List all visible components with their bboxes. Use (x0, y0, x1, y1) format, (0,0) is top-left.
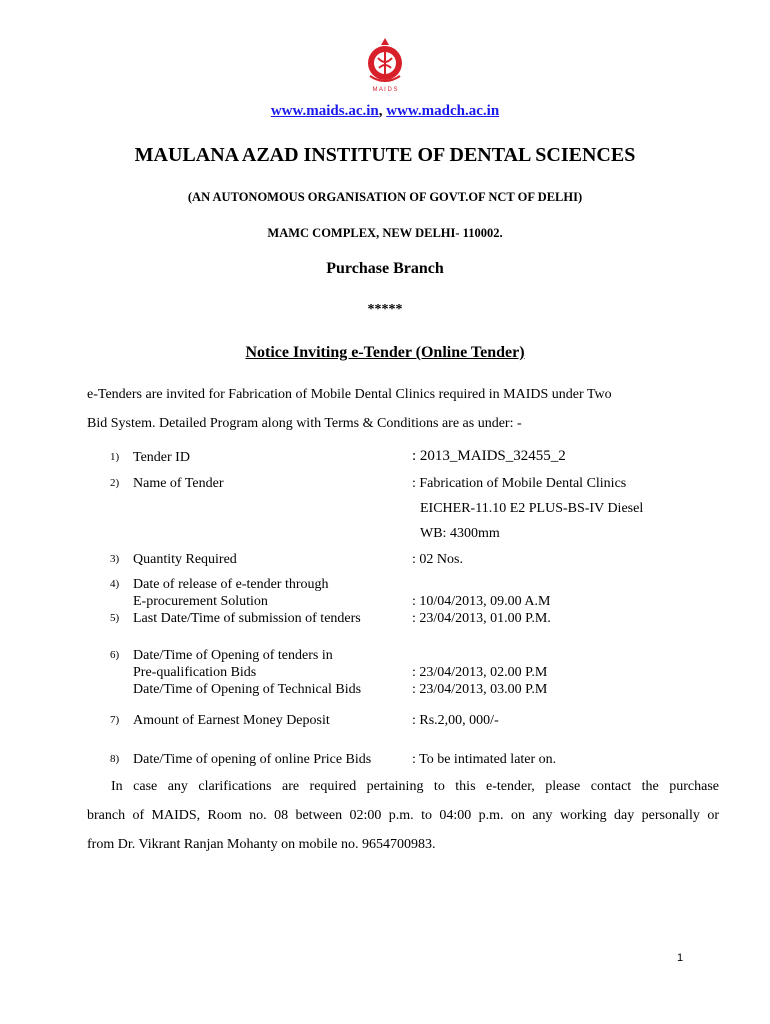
address: MAMC COMPLEX, NEW DELHI- 110002. (267, 226, 503, 240)
organisation-subtitle: (AN AUTONOMOUS ORGANISATION OF GOVT.OF NCT OF DELHI) (187, 190, 583, 204)
item-label: Last Date/Time of submission of tenders (133, 611, 361, 626)
intro-line: Bid System. Detailed Program along with Terms & Conditions are as under: - (87, 416, 522, 431)
intro-paragraph (87, 380, 719, 438)
item-label: Date of release of e-tender through (133, 577, 329, 592)
item-label: Date/Time of opening of online Price Bids (133, 752, 372, 767)
closing-line: branch of MAIDS, Room no. 08 between 02:00 p.m. to 04:00 p.m. on any working day personally or (87, 808, 719, 823)
item-value: : 2013_MAIDS_32455_2 (412, 448, 566, 464)
item-label: Date/Time of Opening of tenders in (133, 648, 333, 663)
item-value: : Fabrication of Mobile Dental Clinics (412, 476, 627, 491)
branch-name: Purchase Branch (326, 260, 444, 277)
intro-line: e-Tenders are invited for Fabrication of Mobile Dental Clinics required in MAIDS under Two (87, 387, 612, 402)
notice-title: Notice Inviting e-Tender (Online Tender) (245, 344, 525, 361)
item-number: 6) (110, 649, 120, 661)
item-number: 5) (110, 612, 120, 624)
item-value: : 10/04/2013, 09.00 A.M (412, 594, 551, 609)
item-number: 1) (110, 451, 120, 463)
closing-line: from Dr. Vikrant Ranjan Mohanty on mobile no. 9654700983. (87, 837, 436, 852)
item-label: Tender ID (133, 450, 190, 465)
website-links (0, 103, 770, 120)
institute-title: MAULANA AZAD INSTITUTE OF DENTAL SCIENCES (134, 144, 636, 166)
item-label: Quantity Required (133, 552, 237, 567)
item-number: 4) (110, 578, 120, 590)
item-value: : 23/04/2013, 02.00 P.M (412, 665, 548, 680)
closing-paragraph (87, 772, 719, 859)
item-label: Name of Tender (133, 476, 224, 491)
closing-line: In case any clarifications are required pertaining to this e-tender, please contact the purchase (111, 779, 719, 794)
item-number: 3) (110, 553, 120, 565)
item-value: : 02 Nos. (412, 552, 463, 567)
maids-link[interactable]: www.maids.ac.in (270, 103, 379, 119)
item-label-line: Date/Time of Opening of Technical Bids (133, 682, 362, 697)
item-value: : 23/04/2013, 01.00 P.M. (412, 611, 551, 626)
item-number: 7) (110, 714, 120, 726)
item-label-line: E-procurement Solution (133, 594, 268, 609)
item-number: 2) (110, 477, 120, 489)
item-value: : Rs.2,00, 000/- (412, 713, 499, 728)
item-value-line: WB: 4300mm (420, 526, 500, 541)
item-label: Amount of Earnest Money Deposit (133, 713, 330, 728)
page-number: 1 (677, 952, 684, 964)
madch-link[interactable]: www.madch.ac.in (386, 103, 500, 119)
separator-stars: ***** (367, 302, 403, 317)
item-number: 8) (110, 753, 120, 765)
item-value: : To be intimated later on. (412, 752, 557, 767)
institute-logo (360, 36, 410, 94)
item-value: : 23/04/2013, 03.00 P.M (412, 682, 548, 697)
link-separator: , (378, 103, 387, 119)
item-value-line: EICHER-11.10 E2 PLUS-BS-IV Diesel (420, 501, 644, 516)
item-label-line: Pre-qualification Bids (133, 665, 257, 680)
logo-text: M A I D S (372, 87, 398, 93)
